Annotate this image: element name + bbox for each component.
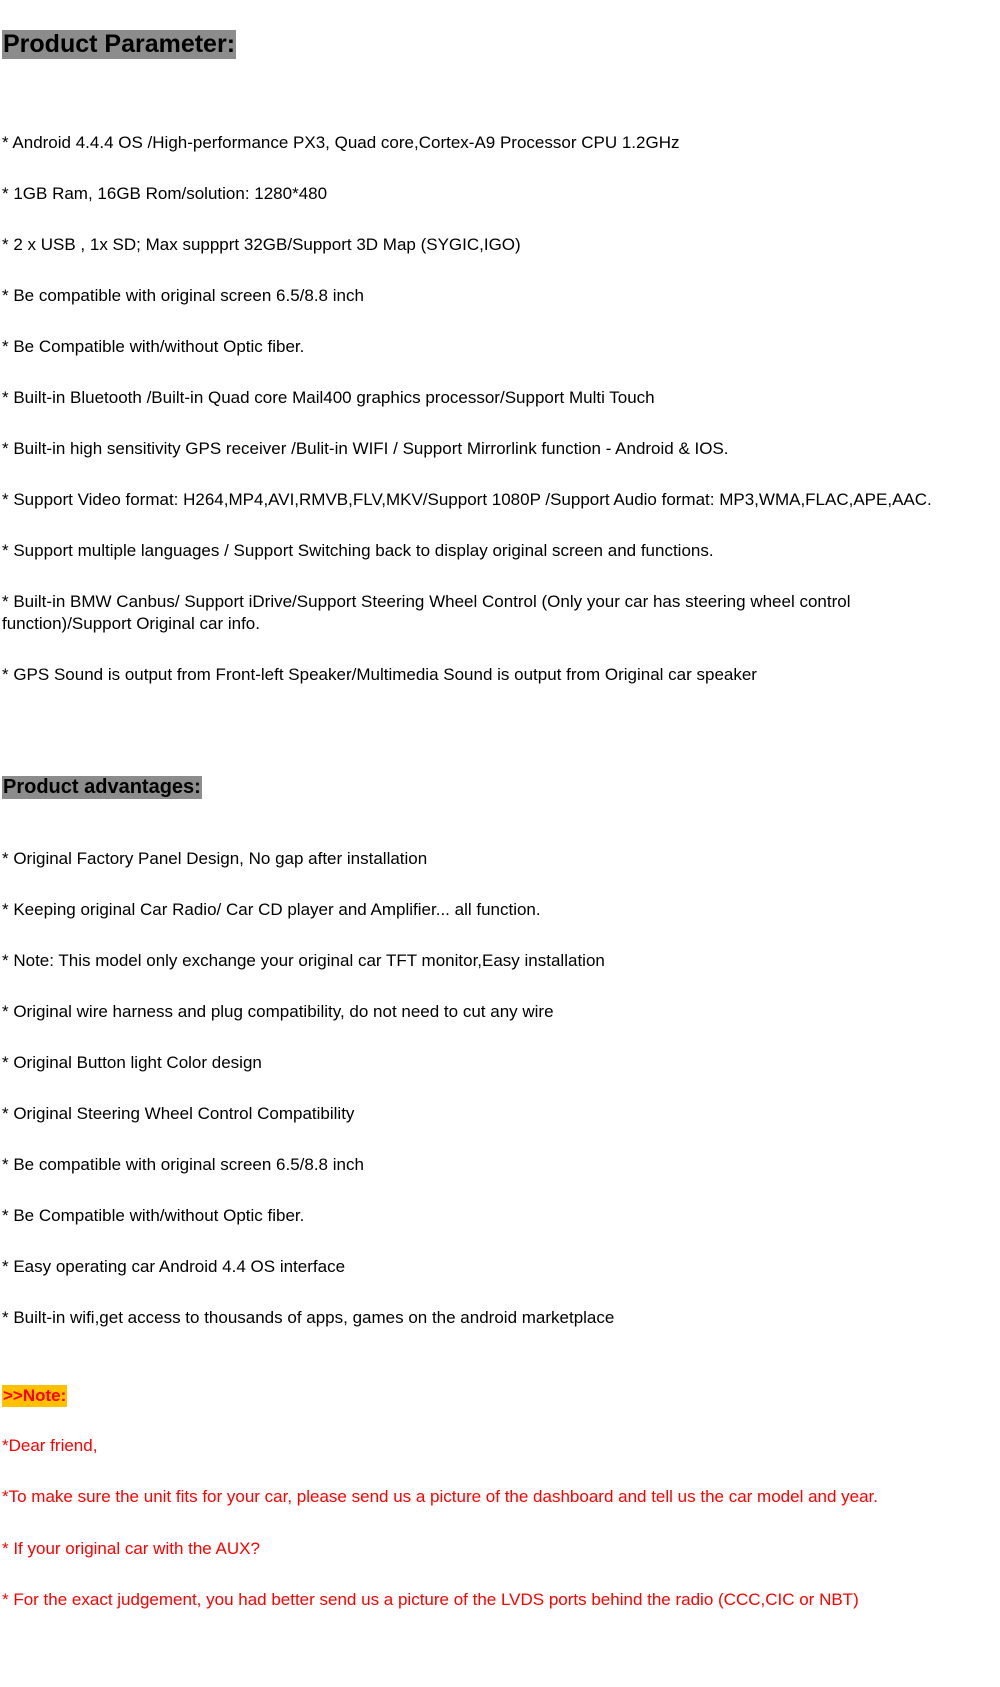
advantage-item: * Easy operating car Android 4.4 OS interface <box>2 1257 346 1276</box>
parameter-item: * 1GB Ram, 16GB Rom/solution: 1280*480 <box>2 184 328 203</box>
advantage-item: * Original Factory Panel Design, No gap after installation <box>2 849 428 868</box>
advantage-item: * Original wire harness and plug compatibility, do not need to cut any wire <box>2 1002 554 1021</box>
parameter-item: * Built-in Bluetooth /Built-in Quad core Mail400 graphics processor/Support Multi Touch <box>2 388 655 407</box>
parameter-item: * Be Compatible with/without Optic fiber. <box>2 337 305 356</box>
parameter-item: * Support Video format: H264,MP4,AVI,RMVB,FLV,MKV/Support 1080P /Support Audio format: MP3,WMA,FLAC,APE,AAC. <box>2 490 932 509</box>
parameter-item: * Built-in BMW Canbus/ Support iDrive/Support Steering Wheel Control (Only your car has steering wheel control function)/Support Original car info. <box>2 592 851 633</box>
parameter-item: * Support multiple languages / Support Switching back to display original screen and functions. <box>2 541 714 560</box>
advantage-item: * Note: This model only exchange your original car TFT monitor,Easy installation <box>2 951 605 970</box>
note-item: *Dear friend, <box>2 1436 98 1455</box>
note-item: * If your original car with the AUX? <box>2 1539 260 1558</box>
parameter-item: * Built-in high sensitivity GPS receiver /Bulit-in WIFI / Support Mirrorlink function - Android & IOS. <box>2 439 729 458</box>
advantage-item: * Built-in wifi,get access to thousands of apps, games on the android marketplace <box>2 1308 615 1327</box>
advantage-item: * Be Compatible with/without Optic fiber. <box>2 1206 305 1225</box>
advantage-item: * Be compatible with original screen 6.5/8.8 inch <box>2 1155 364 1174</box>
parameter-item: * 2 x USB , 1x SD; Max suppprt 32GB/Support 3D Map (SYGIC,IGO) <box>2 235 521 254</box>
product-parameter-heading: Product Parameter: <box>3 30 236 58</box>
parameter-item: * Be compatible with original screen 6.5/8.8 inch <box>2 286 364 305</box>
parameter-item: * Android 4.4.4 OS /High-performance PX3, Quad core,Cortex-A9 Processor CPU 1.2GHz <box>2 133 680 152</box>
advantage-item: * Original Steering Wheel Control Compatibility <box>2 1104 355 1123</box>
product-advantages-heading: Product advantages: <box>3 776 201 798</box>
parameter-item: * GPS Sound is output from Front-left Speaker/Multimedia Sound is output from Original car speaker <box>2 665 757 684</box>
note-item: *To make sure the unit fits for your car, please send us a picture of the dashboard and tell us the car model and year. <box>2 1487 879 1506</box>
advantage-item: * Keeping original Car Radio/ Car CD player and Amplifier... all function. <box>2 900 541 919</box>
advantage-item: * Original Button light Color design <box>2 1053 262 1072</box>
note-item: * For the exact judgement, you had better send us a picture of the LVDS ports behind the radio (CCC,CIC or NBT) <box>2 1590 859 1609</box>
note-label: >>Note: <box>3 1386 67 1405</box>
